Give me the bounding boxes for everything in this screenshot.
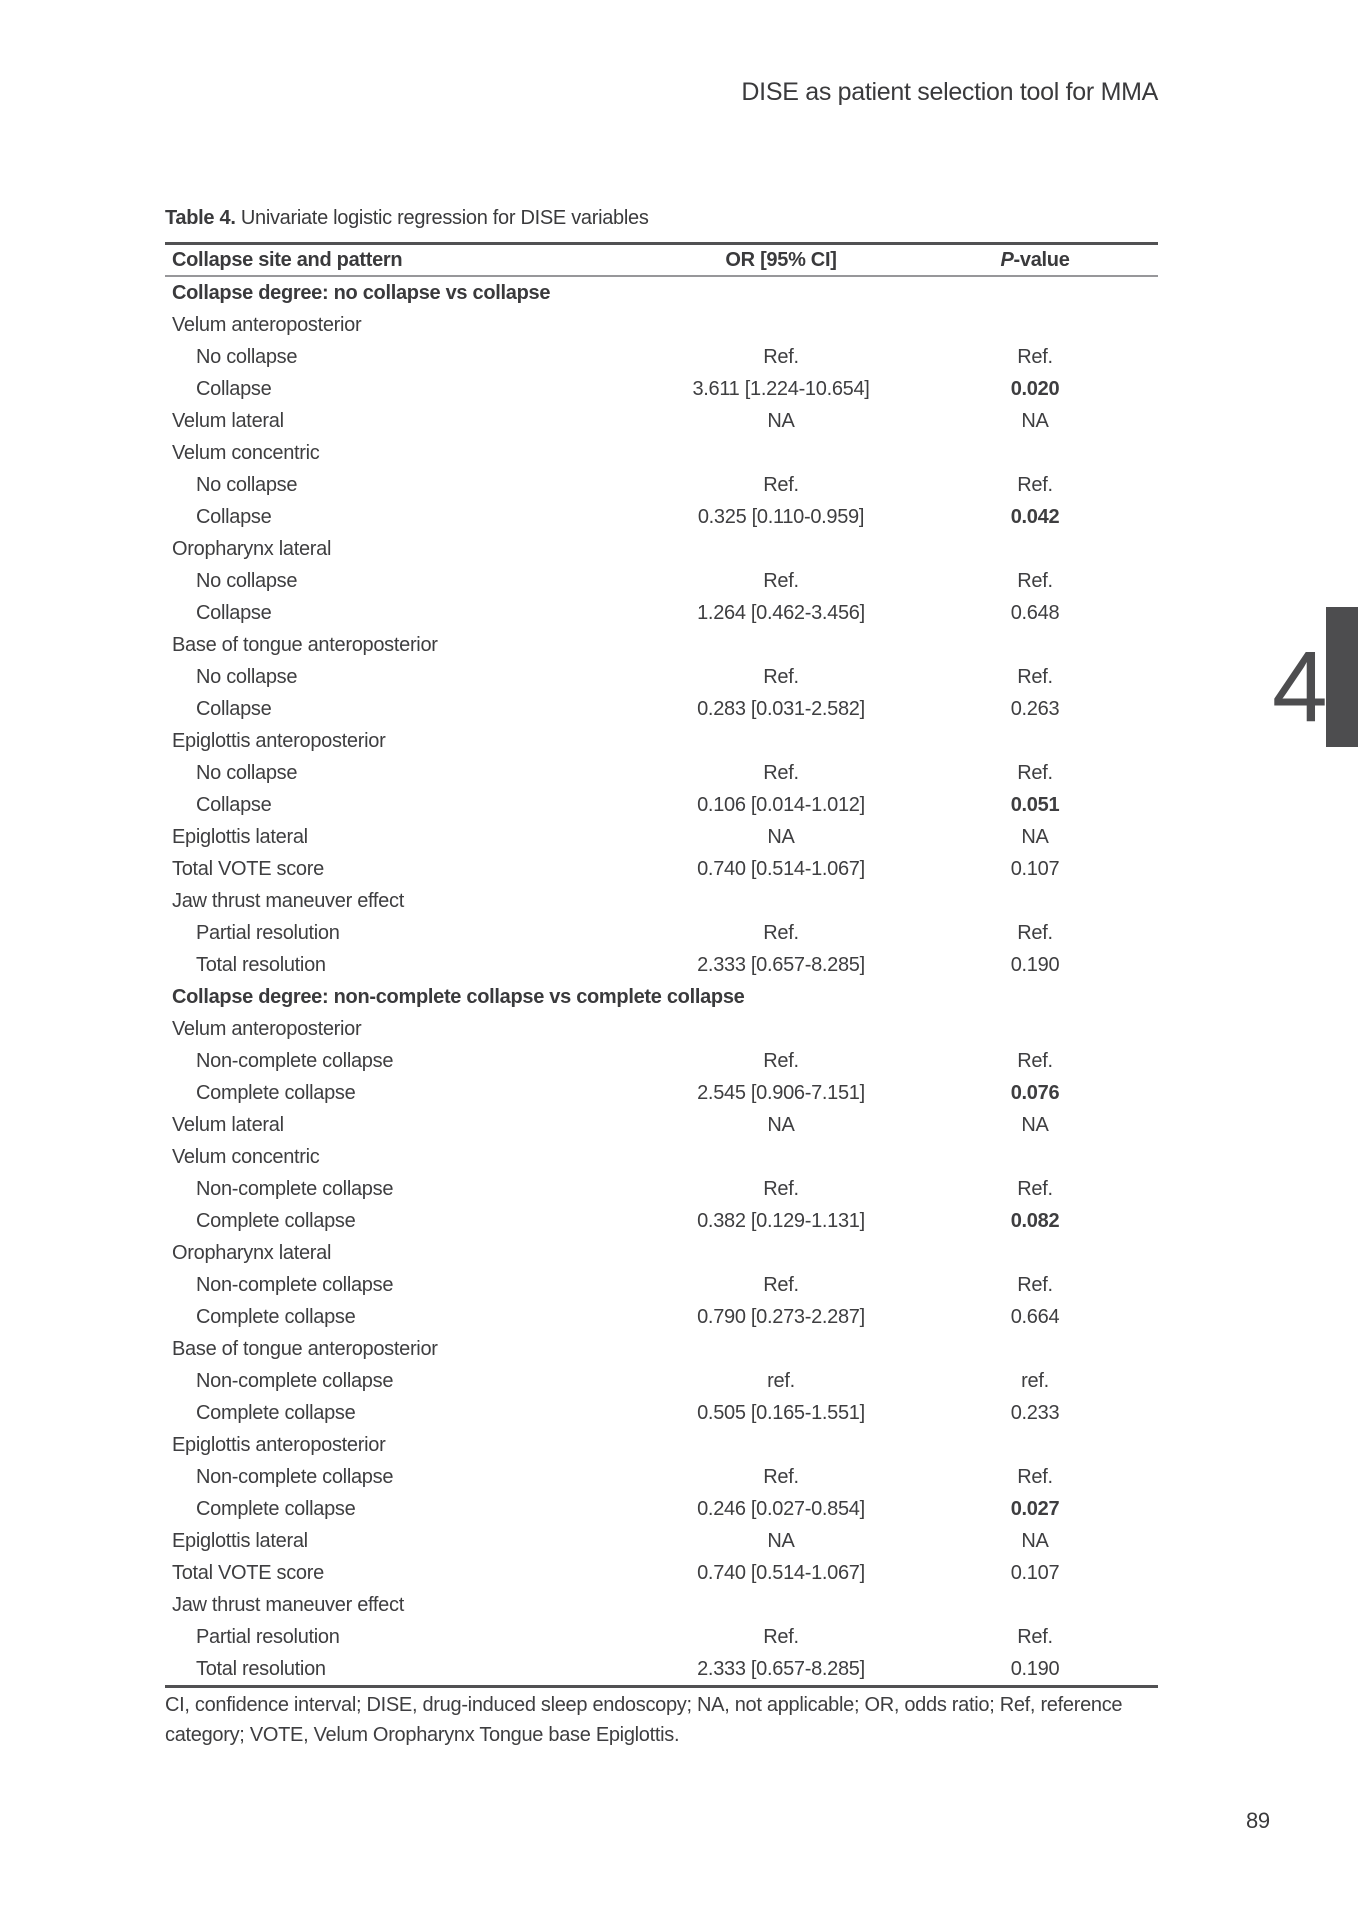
table-caption-text: Univariate logistic regression for DISE variables bbox=[235, 207, 649, 229]
row-p-value: 0.082 bbox=[1010, 1209, 1060, 1232]
row-label: Collapse bbox=[196, 793, 272, 816]
row-label: Complete collapse bbox=[196, 1497, 356, 1520]
row-p-value: ref. bbox=[1021, 1369, 1049, 1392]
row-label: Oropharynx lateral bbox=[172, 1241, 332, 1264]
row-or-value: 0.106 [0.014-1.012] bbox=[697, 793, 865, 816]
table-row bbox=[165, 693, 1158, 725]
table-row bbox=[165, 789, 1158, 821]
page-number: 89 bbox=[1246, 1808, 1270, 1833]
row-or-value: 0.246 [0.027-0.854] bbox=[697, 1497, 865, 1520]
row-or-value: 1.264 [0.462-3.456] bbox=[697, 601, 865, 624]
row-label: Non-complete collapse bbox=[196, 1049, 394, 1072]
table-row bbox=[165, 597, 1158, 629]
row-label: Complete collapse bbox=[196, 1081, 356, 1104]
row-label: Velum anteroposterior bbox=[172, 1017, 362, 1040]
row-p-value: Ref. bbox=[1017, 1625, 1053, 1648]
row-or-value: 0.740 [0.514-1.067] bbox=[697, 1561, 865, 1584]
row-label: Total resolution bbox=[196, 1657, 326, 1680]
table-row bbox=[165, 1237, 1158, 1269]
table-row bbox=[165, 437, 1158, 469]
row-p-value: 0.664 bbox=[1010, 1305, 1060, 1328]
table-header-row bbox=[165, 245, 1158, 277]
row-or-value: NA bbox=[767, 409, 795, 432]
row-label: Epiglottis anteroposterior bbox=[172, 729, 386, 752]
table-row bbox=[165, 1333, 1158, 1365]
table-row bbox=[165, 1045, 1158, 1077]
table-row bbox=[165, 277, 1158, 309]
row-p-value: NA bbox=[1021, 1113, 1049, 1136]
row-p-value: Ref. bbox=[1017, 761, 1053, 784]
row-or-value: 0.740 [0.514-1.067] bbox=[697, 857, 865, 880]
row-label: Velum concentric bbox=[172, 1145, 320, 1168]
row-or-value: Ref. bbox=[763, 345, 799, 368]
row-p-value: Ref. bbox=[1017, 1273, 1053, 1296]
table-row bbox=[165, 373, 1158, 405]
row-p-value: 0.020 bbox=[1010, 377, 1060, 400]
row-label: Partial resolution bbox=[196, 921, 340, 944]
table-row bbox=[165, 533, 1158, 565]
row-label: Jaw thrust maneuver effect bbox=[172, 889, 404, 912]
row-or-value: NA bbox=[767, 1529, 795, 1552]
row-label: Collapse bbox=[196, 601, 272, 624]
row-p-value: Ref. bbox=[1017, 921, 1053, 944]
row-label: Base of tongue anteroposterior bbox=[172, 1337, 438, 1360]
row-label: Complete collapse bbox=[196, 1305, 356, 1328]
table-row bbox=[165, 917, 1158, 949]
row-label: No collapse bbox=[196, 665, 298, 688]
row-p-value: 0.107 bbox=[1010, 1561, 1060, 1584]
row-label: No collapse bbox=[196, 761, 298, 784]
table-row bbox=[165, 1077, 1158, 1109]
table-row bbox=[165, 1109, 1158, 1141]
row-or-value: 0.505 [0.165-1.551] bbox=[697, 1401, 865, 1424]
row-p-value: Ref. bbox=[1017, 665, 1053, 688]
row-or-value: 0.790 [0.273-2.287] bbox=[697, 1305, 865, 1328]
row-label: Epiglottis anteroposterior bbox=[172, 1433, 386, 1456]
table-caption bbox=[165, 207, 649, 230]
row-label: Velum lateral bbox=[172, 409, 284, 432]
table-row bbox=[165, 309, 1158, 341]
row-label: Velum lateral bbox=[172, 1113, 284, 1136]
row-p-value: 0.051 bbox=[1010, 793, 1060, 816]
table-row bbox=[165, 341, 1158, 373]
row-label: Velum anteroposterior bbox=[172, 313, 362, 336]
row-or-value: Ref. bbox=[763, 921, 799, 944]
row-or-value: 0.325 [0.110-0.959] bbox=[697, 505, 865, 528]
table-row bbox=[165, 1269, 1158, 1301]
col-header-p: P-value bbox=[1000, 248, 1070, 271]
row-p-value: 0.042 bbox=[1010, 505, 1060, 528]
row-label: Non-complete collapse bbox=[196, 1273, 394, 1296]
row-or-value: 3.611 [1.224-10.654] bbox=[692, 377, 870, 400]
table-row bbox=[165, 1493, 1158, 1525]
table-row bbox=[165, 629, 1158, 661]
regression-table bbox=[165, 242, 1158, 1688]
row-p-value: 0.263 bbox=[1010, 697, 1060, 720]
table-row bbox=[165, 725, 1158, 757]
row-p-value: Ref. bbox=[1017, 1465, 1053, 1488]
row-or-value: Ref. bbox=[763, 1177, 799, 1200]
table-row bbox=[165, 1013, 1158, 1045]
row-or-value: NA bbox=[767, 825, 795, 848]
row-or-value: Ref. bbox=[763, 665, 799, 688]
chapter-tab-marker bbox=[1326, 607, 1358, 747]
row-label: Epiglottis lateral bbox=[172, 825, 308, 848]
col-header-collapse-site: Collapse site and pattern bbox=[172, 248, 403, 271]
row-label: Base of tongue anteroposterior bbox=[172, 633, 438, 656]
row-label: Non-complete collapse bbox=[196, 1177, 394, 1200]
table-footnote: CI, confidence interval; DISE, drug-induced sleep endoscopy; NA, not applicable; OR, odds ratio; Ref, reference category; VOTE, Velum Oropharynx Tongue base Epiglottis. bbox=[165, 1694, 1123, 1746]
row-or-value: 0.283 [0.031-2.582] bbox=[697, 697, 865, 720]
row-label: Jaw thrust maneuver effect bbox=[172, 1593, 404, 1616]
row-label: No collapse bbox=[196, 569, 298, 592]
row-label: Velum concentric bbox=[172, 441, 320, 464]
row-label: Oropharynx lateral bbox=[172, 537, 332, 560]
table-row bbox=[165, 405, 1158, 437]
table-caption-label: Table 4. bbox=[165, 207, 236, 229]
row-label: Complete collapse bbox=[196, 1209, 356, 1232]
row-or-value: Ref. bbox=[763, 1465, 799, 1488]
table-row bbox=[165, 1141, 1158, 1173]
row-or-value: Ref. bbox=[763, 473, 799, 496]
table-row bbox=[165, 1173, 1158, 1205]
row-or-value: Ref. bbox=[763, 761, 799, 784]
table-row bbox=[165, 1621, 1158, 1653]
table-row bbox=[165, 1461, 1158, 1493]
row-p-value: NA bbox=[1021, 825, 1049, 848]
table-row bbox=[165, 1365, 1158, 1397]
row-label: Partial resolution bbox=[196, 1625, 340, 1648]
table-body bbox=[165, 277, 1158, 1685]
table-row bbox=[165, 1429, 1158, 1461]
table-row bbox=[165, 661, 1158, 693]
row-label: Non-complete collapse bbox=[196, 1369, 394, 1392]
table-row bbox=[165, 757, 1158, 789]
table-row bbox=[165, 821, 1158, 853]
table-row bbox=[165, 469, 1158, 501]
row-p-value: Ref. bbox=[1017, 345, 1053, 368]
row-p-value: NA bbox=[1021, 1529, 1049, 1552]
row-or-value: 2.333 [0.657-8.285] bbox=[697, 953, 865, 976]
row-label: Collapse degree: non-complete collapse vs complete collapse bbox=[172, 985, 745, 1008]
row-p-value: Ref. bbox=[1017, 1049, 1053, 1072]
row-p-value: Ref. bbox=[1017, 1177, 1053, 1200]
table-row bbox=[165, 981, 1158, 1013]
table-row bbox=[165, 1653, 1158, 1685]
row-p-value: 0.190 bbox=[1010, 1657, 1060, 1680]
row-p-value: Ref. bbox=[1017, 569, 1053, 592]
row-label: Total VOTE score bbox=[172, 1561, 324, 1584]
table-row bbox=[165, 1557, 1158, 1589]
row-p-value: 0.233 bbox=[1010, 1401, 1060, 1424]
row-or-value: Ref. bbox=[763, 1049, 799, 1072]
row-label: Complete collapse bbox=[196, 1401, 356, 1424]
row-p-value: 0.648 bbox=[1010, 601, 1060, 624]
row-p-value: 0.027 bbox=[1010, 1497, 1060, 1520]
row-or-value: Ref. bbox=[763, 1273, 799, 1296]
row-or-value: Ref. bbox=[763, 569, 799, 592]
table-row bbox=[165, 1589, 1158, 1621]
table-row bbox=[165, 1205, 1158, 1237]
row-p-value: 0.076 bbox=[1010, 1081, 1060, 1104]
table-row bbox=[165, 853, 1158, 885]
row-label: No collapse bbox=[196, 345, 298, 368]
row-label: Collapse bbox=[196, 377, 272, 400]
row-label: Collapse degree: no collapse vs collapse bbox=[172, 281, 551, 304]
table-row bbox=[165, 1301, 1158, 1333]
row-or-value: ref. bbox=[767, 1369, 795, 1392]
table-row bbox=[165, 1397, 1158, 1429]
row-p-value: NA bbox=[1021, 409, 1049, 432]
row-or-value: 2.545 [0.906-7.151] bbox=[697, 1081, 865, 1104]
row-p-value: 0.190 bbox=[1010, 953, 1060, 976]
row-label: Epiglottis lateral bbox=[172, 1529, 308, 1552]
row-label: No collapse bbox=[196, 473, 298, 496]
table-row bbox=[165, 565, 1158, 597]
row-p-value: 0.107 bbox=[1010, 857, 1060, 880]
table-row bbox=[165, 501, 1158, 533]
table-row bbox=[165, 885, 1158, 917]
row-label: Collapse bbox=[196, 697, 272, 720]
running-head: DISE as patient selection tool for MMA bbox=[741, 78, 1158, 106]
chapter-number: 4 bbox=[1272, 631, 1328, 743]
row-label: Collapse bbox=[196, 505, 272, 528]
table-row bbox=[165, 949, 1158, 981]
row-or-value: NA bbox=[767, 1113, 795, 1136]
row-or-value: 0.382 [0.129-1.131] bbox=[697, 1209, 865, 1232]
row-label: Total resolution bbox=[196, 953, 326, 976]
row-label: Non-complete collapse bbox=[196, 1465, 394, 1488]
row-or-value: 2.333 [0.657-8.285] bbox=[697, 1657, 865, 1680]
table-row bbox=[165, 1525, 1158, 1557]
row-label: Total VOTE score bbox=[172, 857, 324, 880]
row-or-value: Ref. bbox=[763, 1625, 799, 1648]
row-p-value: Ref. bbox=[1017, 473, 1053, 496]
col-header-or-ci: OR [95% CI] bbox=[725, 248, 837, 271]
